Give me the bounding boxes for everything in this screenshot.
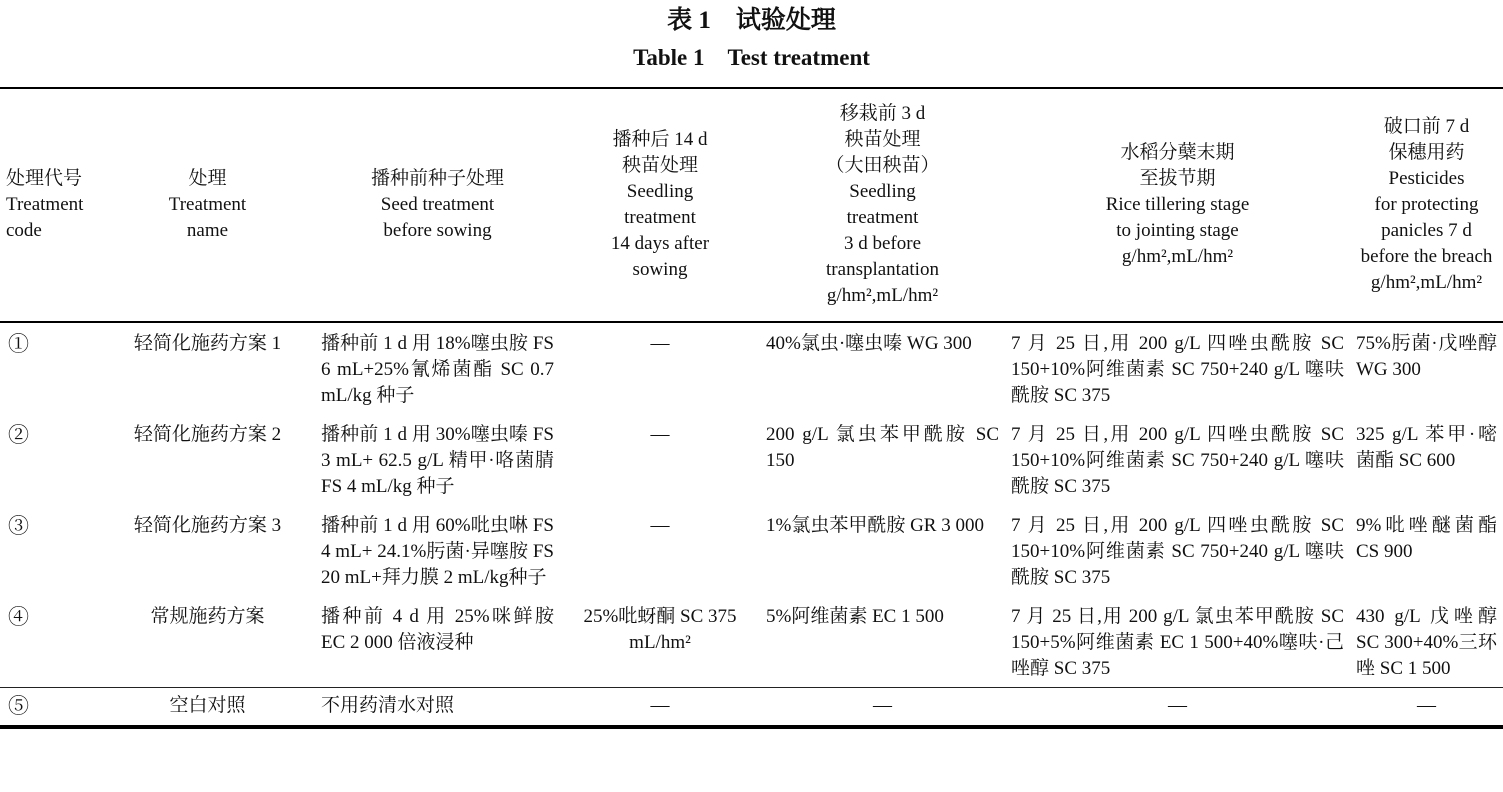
cell-panicle: 325 g/L 苯甲·嘧菌酯 SC 600 [1356,424,1497,471]
header-line: 3 d before [843,233,922,254]
header-line: name [186,220,229,241]
header-line: Seedling [626,181,694,202]
cell-code: ② [8,423,29,447]
cell-seedling-3d: 200 g/L 氯虫苯甲酰胺 SC 150 [766,424,999,471]
cell-panicle: 75%肟菌·戊唑醇 WG 300 [1356,333,1497,380]
cell-seedling-14d: — [650,424,670,445]
header-line: treatment [846,207,919,228]
cell-seedling-14d: — [650,515,670,536]
header-line: 处理代号 [6,168,83,189]
header-line: 秧苗处理 [621,155,698,176]
header-line: 破口前 7 d [1383,116,1470,137]
header-row [0,88,1503,322]
cell-seedling-14d: — [560,688,760,728]
table-row-3 [0,505,1503,596]
header-line: transplantation [826,259,939,280]
cell-seed-treatment: 播种前 4 d 用 25%咪鲜胺 EC 2 000 倍液浸种 [321,606,554,653]
header-line: before the breach [1360,246,1493,267]
cell-tillering: — [1005,688,1350,728]
col-header-seedling-3d-before-transplant [760,88,1005,322]
table-title-zh: 表 1 试验处理 [667,7,836,34]
header-line: 至拔节期 [1139,168,1216,189]
header-line: Seed treatment [380,194,495,215]
header-line: before sowing [383,220,492,241]
cell-code: ③ [8,514,29,538]
cell-seedling-14d: — [650,333,670,354]
col-header-seedling-14d [560,88,760,322]
header-line: 播种前种子处理 [370,168,504,189]
cell-tillering: 7 月 25 日,用 200 g/L 四唑虫酰胺 SC 150+10%阿维菌素 SC 750+240 g/L 噻呋酰胺 SC 375 [1011,424,1344,497]
table-row-2 [0,414,1503,505]
header-line: to jointing stage [1116,220,1239,241]
col-header-seed-treatment [315,88,560,322]
header-line: 秧苗处理 [844,129,921,150]
header-line: Treatment [6,194,84,215]
col-header-panicle-protection [1350,88,1503,322]
cell-code: ① [8,332,29,356]
header-line: Rice tillering stage [1105,194,1250,215]
header-line: treatment [624,207,696,228]
test-treatment-table [0,87,1503,729]
cell-code: ④ [8,605,29,629]
cell-name: 轻简化施药方案 3 [133,515,282,536]
header-line: Pesticides [1388,168,1465,189]
header-line: g/hm²,mL/hm² [1121,246,1234,267]
cell-seedling-14d: 25%吡蚜酮 SC 375 mL/hm² [583,606,737,653]
cell-seedling-3d: 40%氯虫·噻虫嗪 WG 300 [766,333,972,354]
cell-panicle: — [1350,688,1503,728]
header-line: for protecting [1374,194,1479,215]
cell-seedling-3d: 1%氯虫苯甲酰胺 GR 3 000 [766,515,984,536]
header-line: 播种后 14 d [612,129,708,150]
cell-seedling-3d: 5%阿维菌素 EC 1 500 [766,606,944,627]
table-row-4 [0,596,1503,688]
cell-seed-treatment: 播种前 1 d 用 60%吡虫啉 FS 4 mL+ 24.1%肟菌·异噻胺 FS 20 mL+拜力膜 2 mL/kg种子 [321,515,554,588]
cell-panicle: 430 g/L 戊唑醇 SC 300+40%三环唑 SC 1 500 [1356,606,1497,679]
header-line: 14 days after [610,233,710,254]
cell-name: 轻简化施药方案 1 [133,333,282,354]
header-line: 移栽前 3 d [839,103,926,124]
header-line: （大田秧苗） [825,155,940,176]
table-title-en: Table 1 Test treatment [633,45,870,70]
cell-seed-treatment: 播种前 1 d 用 18%噻虫胺 FS 6 mL+25%氰烯菌酯 SC 0.7 mL/kg 种子 [321,333,554,406]
cell-seed-treatment: 不用药清水对照 [315,688,560,728]
header-line: g/hm²,mL/hm² [1370,272,1483,293]
cell-name: 轻简化施药方案 2 [133,424,282,445]
cell-name: 空白对照 [100,688,315,728]
header-line: panicles 7 d [1381,220,1472,241]
header-line: Treatment [168,194,247,215]
cell-tillering: 7 月 25 日,用 200 g/L 四唑虫酰胺 SC 150+10%阿维菌素 SC 750+240 g/L 噻呋酰胺 SC 375 [1011,333,1344,406]
header-line: Seedling [849,181,916,202]
header-line: 处理 [188,168,227,189]
cell-seedling-3d: — [760,688,1005,728]
cell-name: 常规施药方案 [150,606,265,627]
header-line: code [6,220,42,241]
cell-code: ⑤ [0,688,100,728]
cell-tillering: 7 月 25 日,用 200 g/L 氯虫苯甲酰胺 SC 150+5%阿维菌素 EC 1 500+40%噻呋·己唑醇 SC 375 [1011,606,1344,679]
col-header-treatment-name [100,88,315,322]
header-line: sowing [632,259,688,280]
table-row-5 [0,688,1503,728]
cell-panicle: 9%吡唑醚菌酯 CS 900 [1356,515,1497,562]
cell-seed-treatment: 播种前 1 d 用 30%噻虫嗪 FS 3 mL+ 62.5 g/L 精甲·咯菌腈 FS 4 mL/kg 种子 [321,424,554,497]
header-line: g/hm²,mL/hm² [826,285,939,306]
col-header-treatment-code [0,88,100,322]
col-header-tillering-to-jointing [1005,88,1350,322]
table-row-1 [0,322,1503,414]
header-line: 水稻分蘖末期 [1120,142,1235,163]
cell-tillering: 7 月 25 日,用 200 g/L 四唑虫酰胺 SC 150+10%阿维菌素 SC 750+240 g/L 噻呋酰胺 SC 375 [1011,515,1344,588]
header-line: 保穗用药 [1388,142,1465,163]
